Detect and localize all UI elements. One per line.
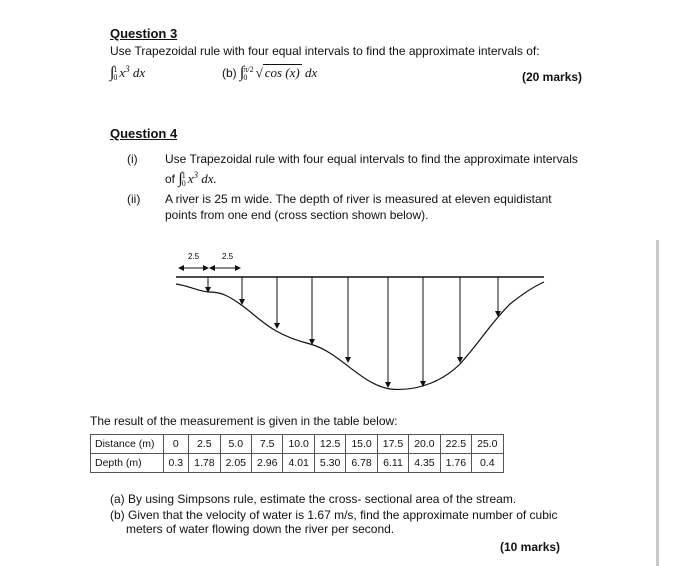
river-bed-curve [176, 282, 544, 389]
q4-i-integral: of ∫ 1 0 $x^3$ dx. [165, 170, 217, 189]
q4i-integrand-base: x [187, 171, 194, 186]
q4-part-b-line1: (b) Given that the velocity of water is 1.67 m/s, find the approximate number of cubic [110, 508, 558, 522]
measurement-table [90, 434, 504, 473]
depth-cell: 0.4 [472, 454, 503, 473]
q3a-lower-limit: 0 [113, 73, 118, 83]
depth-cell: 6.11 [377, 454, 408, 473]
q3a-dx: dx [129, 65, 146, 80]
q4-part-b-line2: meters of water flowing down the river per second. [126, 522, 395, 536]
q3b-upper-limit: π/2 [243, 65, 254, 75]
q4-i-label: (i) [127, 152, 138, 166]
page-edge-divider [656, 240, 659, 566]
q4-ii-label: (ii) [127, 192, 141, 206]
distance-cell: 7.5 [252, 435, 283, 454]
q3a-integrand-base: x [119, 65, 126, 80]
depth-row [91, 454, 504, 473]
depth-cell: 4.01 [283, 454, 314, 473]
q4i-lower-limit: 0 [181, 179, 186, 189]
q3b-lower-limit: 0 [243, 73, 248, 83]
spacing-label-1: 2.5 [188, 252, 200, 261]
q3b-radicand: cos (x) [264, 65, 300, 80]
depth-row-header: Depth (m) [91, 454, 164, 473]
q3b-dx: dx [301, 65, 318, 80]
q4-marks: (10 marks) [500, 540, 561, 554]
distance-row-header: Distance (m) [91, 435, 164, 454]
distance-cell: 2.5 [189, 435, 220, 454]
distance-cell: 0 [163, 435, 189, 454]
q3b-label: (b) [222, 66, 237, 80]
distance-row [91, 435, 504, 454]
q4-i-text: Use Trapezoidal rule with four equal intervals to find the approximate intervals [165, 152, 578, 166]
q3-instruction: Use Trapezoidal rule with four equal intervals to find the approximate intervals of: [110, 44, 540, 58]
q4-part-a: (a) By using Simpsons rule, estimate the cross- sectional area of the stream. [110, 492, 517, 506]
depth-cell: 4.35 [409, 454, 440, 473]
q4-ii-line2: points from one end (cross section shown below). [165, 208, 429, 222]
distance-cell: 20.0 [409, 435, 440, 454]
q4-heading: Question 4 [110, 126, 178, 141]
distance-cell: 22.5 [440, 435, 471, 454]
spacing-label-2: 2.5 [222, 252, 234, 261]
q3a-exponent: 3 [125, 64, 130, 74]
distance-cell: 12.5 [314, 435, 345, 454]
depth-cell: 2.05 [220, 454, 251, 473]
q3-part-b-integral: (b) ∫ π/2 0 √ cos (x) dx [222, 64, 318, 83]
q4i-dx: dx. [198, 171, 217, 186]
distance-cell: 5.0 [220, 435, 251, 454]
q3-part-a-integral: ∫ 1 0 $x^3$ dx [110, 64, 146, 83]
river-cross-section-diagram [160, 244, 560, 404]
q4-ii-line1: A river is 25 m wide. The depth of river is measured at eleven equidistant [165, 192, 552, 206]
depth-cell: 1.78 [189, 454, 220, 473]
distance-cell: 25.0 [472, 435, 503, 454]
distance-cell: 15.0 [346, 435, 377, 454]
q3-marks: (20 marks) [522, 70, 583, 84]
q3-heading: Question 3 [110, 26, 178, 41]
q4i-exponent: 3 [193, 170, 199, 180]
q3a-upper-limit: 1 [113, 65, 118, 75]
depth-cell: 6.78 [346, 454, 377, 473]
depth-cell: 1.76 [440, 454, 471, 473]
table-intro: The result of the measurement is given in the table below: [90, 414, 398, 428]
q4i-upper-limit: 1 [181, 171, 186, 181]
distance-cell: 17.5 [377, 435, 408, 454]
depth-cell: 2.96 [252, 454, 283, 473]
depth-cell: 5.30 [314, 454, 345, 473]
depth-cell: 0.3 [163, 454, 189, 473]
q4-i-of-word: of [165, 172, 176, 186]
distance-cell: 10.0 [283, 435, 314, 454]
